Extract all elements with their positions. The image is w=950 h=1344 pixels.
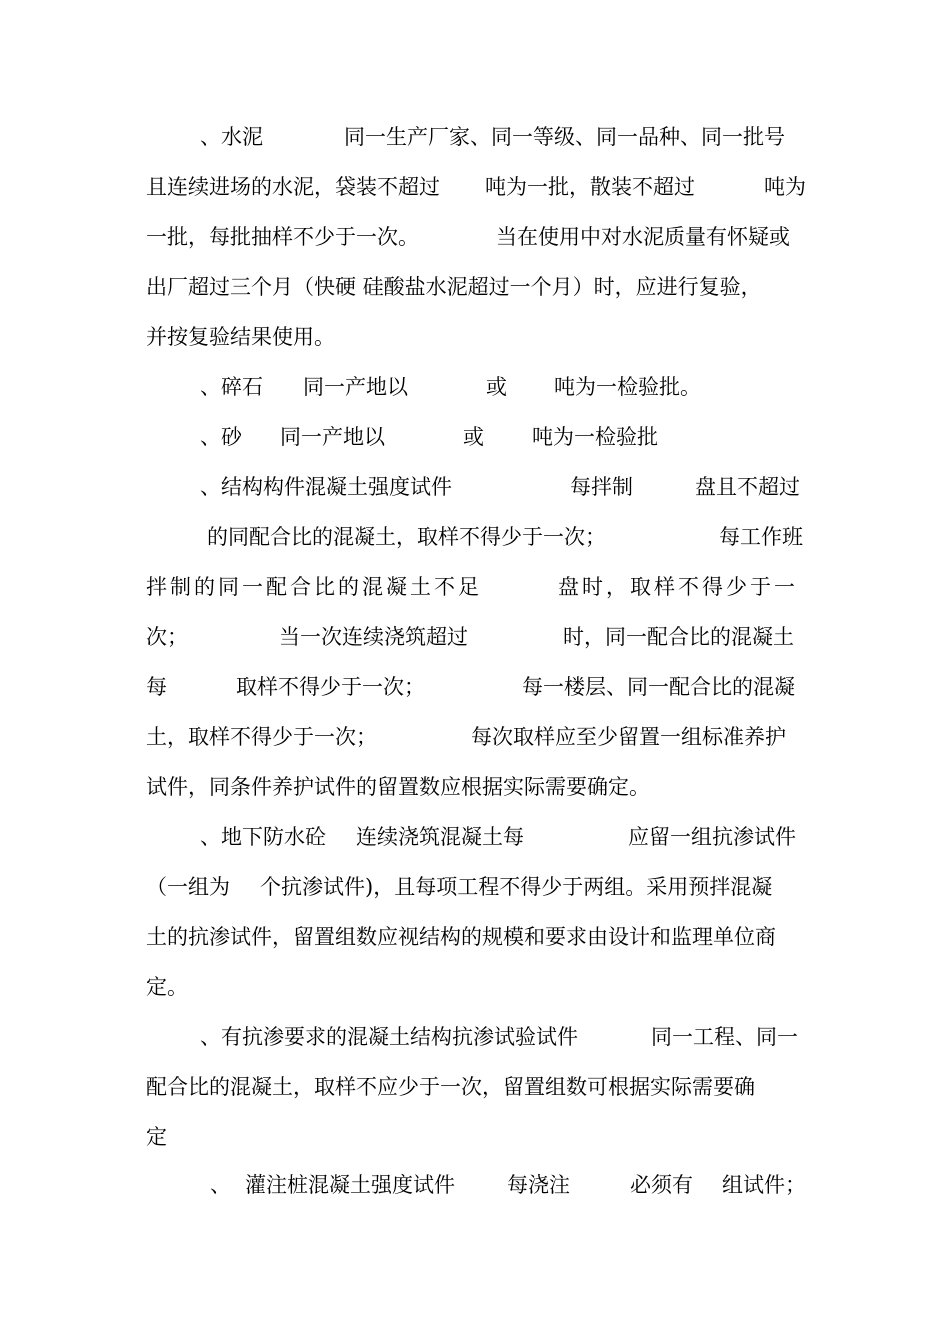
text-line: [146, 1074, 755, 1100]
text-segment: （一组为: [146, 875, 230, 899]
text-segment: 吨为一批，散装不超过: [485, 175, 695, 199]
text-line: [146, 1124, 167, 1150]
text-line: [532, 424, 658, 450]
text-line: [471, 724, 786, 750]
text-line: [558, 574, 798, 600]
text-line: [695, 474, 800, 500]
text-segment: 、结构构件混凝土强度试件: [200, 475, 452, 499]
text-segment: 当在使用中对水泥质量有怀疑或: [496, 225, 790, 249]
text-segment: 、有抗渗要求的混凝土结构抗渗试验试件: [200, 1025, 578, 1049]
text-segment: 定: [146, 1125, 167, 1149]
text-line: [146, 574, 482, 600]
text-segment: 组试件；: [722, 1173, 806, 1197]
text-segment: 每浇注: [507, 1173, 570, 1197]
text-segment: 同一工程、同一: [651, 1025, 798, 1049]
text-segment: 同一生产厂家、同一等级、同一品种、同一批号: [344, 125, 785, 149]
text-segment: 土，取样不得少于一次；: [146, 725, 377, 749]
text-segment: 试件，同条件养护试件的留置数应根据实际需要确定。: [146, 775, 650, 799]
text-line: [554, 374, 701, 400]
text-line: [651, 1024, 798, 1050]
text-line: [146, 924, 776, 950]
text-line: [200, 424, 242, 450]
text-segment: 必须有: [630, 1173, 693, 1197]
text-line: [200, 124, 263, 150]
text-line: [496, 224, 790, 250]
text-line: [146, 724, 377, 750]
text-segment: 、水泥: [200, 125, 263, 149]
text-segment: 定。: [146, 975, 188, 999]
text-line: [210, 1172, 231, 1198]
text-line: [146, 274, 762, 300]
text-line: [146, 974, 188, 1000]
text-line: [303, 374, 408, 400]
text-line: [146, 874, 230, 900]
text-line: [630, 1172, 693, 1198]
text-line: [200, 824, 326, 850]
text-line: [200, 474, 452, 500]
text-line: [146, 174, 440, 200]
text-segment: 、地下防水砼: [200, 825, 326, 849]
text-line: [245, 1172, 455, 1198]
text-segment: 次；: [146, 625, 188, 649]
text-line: [200, 1024, 578, 1050]
text-line: [207, 524, 606, 550]
text-segment: 出厂超过三个月（快硬 硅酸盐水泥超过一个月）时，应进行复验，: [146, 275, 762, 299]
text-segment: 、: [210, 1173, 231, 1197]
text-segment: 土的抗渗试件，留置组数应视结构的规模和要求由设计和监理单位商: [146, 925, 776, 949]
text-segment: 拌制的同一配合比的混凝土不足: [146, 575, 482, 599]
text-segment: 灌注桩混凝土强度试件: [245, 1173, 455, 1197]
text-segment: 的同配合比的混凝土，取样不得少于一次；: [207, 525, 606, 549]
text-line: [146, 624, 188, 650]
text-line: [485, 174, 695, 200]
text-segment: 且连续进场的水泥，袋装不超过: [146, 175, 440, 199]
text-segment: 盘且不超过: [695, 475, 800, 499]
text-segment: 吨为一检验批: [532, 425, 658, 449]
text-line: [628, 824, 796, 850]
text-segment: 同一产地以: [303, 375, 408, 399]
text-line: [279, 624, 468, 650]
text-segment: 盘时，取样不得少于一: [558, 575, 798, 599]
text-segment: 或: [463, 425, 484, 449]
text-line: [200, 374, 263, 400]
text-line: [722, 1172, 806, 1198]
text-line: [146, 674, 167, 700]
text-segment: 吨为一检验批。: [554, 375, 701, 399]
text-segment: 吨为: [764, 175, 806, 199]
text-segment: 连续浇筑混凝土每: [356, 825, 524, 849]
text-line: [522, 674, 795, 700]
text-line: [764, 174, 806, 200]
text-line: [507, 1172, 570, 1198]
text-segment: 、砂: [200, 425, 242, 449]
text-segment: 配合比的混凝土，取样不应少于一次，留置组数可根据实际需要确: [146, 1075, 755, 1099]
text-segment: 每拌制: [570, 475, 633, 499]
text-line: [280, 424, 385, 450]
text-segment: 每次取样应至少留置一组标准养护: [471, 725, 786, 749]
text-segment: 当一次连续浇筑超过: [279, 625, 468, 649]
text-segment: 或: [486, 375, 507, 399]
text-segment: 每一楼层、同一配合比的混凝: [522, 675, 795, 699]
text-segment: 一批，每批抽样不少于一次。: [146, 225, 419, 249]
text-segment: 应留一组抗渗试件: [628, 825, 796, 849]
text-line: [356, 824, 524, 850]
text-segment: 同一产地以: [280, 425, 385, 449]
text-line: [719, 524, 803, 550]
text-line: [146, 774, 650, 800]
text-line: [236, 674, 425, 700]
text-line: [486, 374, 507, 400]
text-segment: 取样不得少于一次；: [236, 675, 425, 699]
text-line: [463, 424, 484, 450]
text-line: [146, 324, 335, 350]
text-line: [146, 224, 419, 250]
text-segment: 时，同一配合比的混凝土: [563, 625, 794, 649]
text-segment: 并按复验结果使用。: [146, 325, 335, 349]
text-line: [570, 474, 633, 500]
text-segment: 每工作班: [719, 525, 803, 549]
text-line: [260, 874, 772, 900]
text-line: [563, 624, 794, 650]
text-segment: 每: [146, 675, 167, 699]
text-segment: 、碎石: [200, 375, 263, 399]
text-line: [344, 124, 785, 150]
text-segment: 个抗渗试件)，且每项工程不得少于两组。采用预拌混凝: [260, 875, 773, 899]
